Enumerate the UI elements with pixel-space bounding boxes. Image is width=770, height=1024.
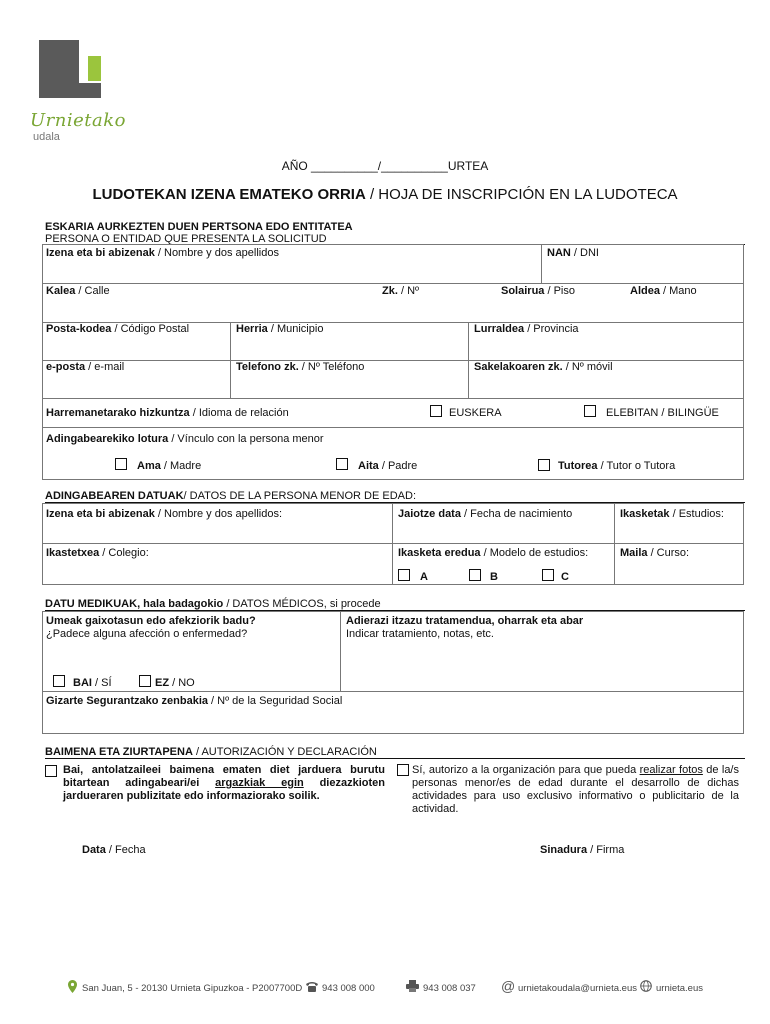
phone-label-es: / Nº Teléfono — [298, 361, 365, 373]
province-label-eu: Lurraldea — [474, 323, 525, 335]
consent-heading — [45, 746, 745, 759]
model-a-checkbox[interactable] — [398, 569, 410, 581]
province-label-es: / Provincia — [524, 323, 579, 335]
model-label-es: / Modelo de estudios: — [480, 547, 589, 559]
town-field[interactable] — [236, 323, 323, 335]
birth-label-eu: Jaiotze data — [398, 508, 461, 520]
applicant-heading-es: PERSONA O ENTIDAD QUE PRESENTA LA SOLICITUD — [45, 233, 327, 245]
school-field[interactable] — [46, 547, 149, 559]
street-field[interactable] — [46, 285, 110, 297]
studies-label-es: / Estudios: — [669, 508, 724, 520]
mother-checkbox[interactable] — [115, 458, 127, 470]
footer-address: San Juan, 5 - 20130 Urnieta Gipuzkoa - P2007700D — [82, 983, 303, 994]
study-model-label — [398, 547, 588, 559]
year-line: AÑO __________/__________URTEA — [281, 159, 489, 173]
footer-phone: 943 008 000 — [322, 983, 375, 994]
ss-label-es: / Nº de la Seguridad Social — [208, 695, 343, 707]
mother-label — [137, 460, 201, 472]
town-label-eu: Herria — [236, 323, 268, 335]
email-label-eu: e-posta — [46, 361, 86, 373]
applicant-name-field[interactable] — [46, 247, 279, 259]
applicant-heading — [45, 221, 353, 233]
studies-field[interactable] — [620, 508, 724, 520]
applicant-name-label-es: / Nombre y dos apellidos — [154, 247, 279, 259]
relationship-label-eu: Adingabearekiko lotura — [46, 433, 169, 445]
medical-heading-eu: DATU MEDIKUAK, hala badagokio — [45, 598, 224, 610]
email-field[interactable] — [46, 361, 124, 373]
school-label-eu: Ikastetxea — [46, 547, 100, 559]
phone-label-eu: Telefono zk. — [236, 361, 299, 373]
signature-label-eu: Sinadura — [540, 844, 588, 856]
postal-label-es: / Código Postal — [111, 323, 190, 335]
mobile-label-eu: Sakelakoaren zk. — [474, 361, 563, 373]
phone-field[interactable] — [236, 361, 364, 373]
tutor-label-eu: Tutorea — [558, 460, 598, 472]
mobile-field[interactable] — [474, 361, 613, 373]
father-label — [358, 460, 417, 472]
father-checkbox[interactable] — [336, 458, 348, 470]
date-field[interactable] — [82, 844, 146, 856]
birth-label-es: / Fecha de nacimiento — [460, 508, 573, 520]
dni-label-es: / DNI — [570, 247, 599, 259]
relationship-label-es: / Vínculo con la persona menor — [168, 433, 324, 445]
illness-no-checkbox[interactable] — [139, 675, 151, 687]
signature-field[interactable] — [540, 844, 624, 856]
mother-label-es: / Madre — [160, 460, 202, 472]
father-label-es: / Padre — [378, 460, 418, 472]
date-label-es: / Fecha — [105, 844, 146, 856]
side-field[interactable] — [630, 285, 697, 297]
no-label-eu: EZ — [155, 677, 170, 689]
studies-label-eu: Ikasketak — [620, 508, 670, 520]
footer-web[interactable]: urnieta.eus — [656, 983, 704, 994]
no-label-es: / NO — [169, 677, 195, 689]
medical-heading-es: / DATOS MÉDICOS, si procede — [223, 598, 381, 610]
father-label-eu: Aita — [358, 460, 379, 472]
illness-yes-checkbox[interactable] — [53, 675, 65, 687]
yes-label-eu: BAI — [73, 677, 92, 689]
consent-es-text-underlined: realizar fotos — [639, 764, 703, 776]
model-label-eu: Ikasketa eredua — [398, 547, 481, 559]
minor-heading — [45, 490, 745, 503]
bilingual-label: ELEBITAN / BILINGÜE — [606, 407, 719, 419]
logo-block-green — [88, 56, 101, 81]
consent-eu-text-1: Bai, antolatzaileei baimena ematen diet jarduera burutu bitartean adingabeari/ei — [63, 764, 385, 789]
consent-es-checkbox[interactable] — [397, 764, 409, 776]
title-es: / HOJA DE INSCRIPCIÓN EN LA LUDOTECA — [365, 186, 678, 203]
consent-eu-checkbox[interactable] — [45, 765, 57, 777]
course-field[interactable] — [620, 547, 689, 559]
tutor-checkbox[interactable] — [538, 459, 550, 471]
language-label — [46, 407, 289, 419]
illness-yes-label — [73, 677, 112, 689]
illness-question-eu: Umeak gaixotasun edo afekziorik badu? — [46, 615, 256, 627]
number-label-es: / Nº — [397, 285, 420, 297]
model-a-text: A — [420, 571, 428, 583]
province-field[interactable] — [474, 323, 579, 335]
logo-sub: udala — [33, 131, 60, 143]
model-a-label — [420, 571, 428, 583]
location-pin-icon — [68, 980, 77, 996]
applicant-name-label-eu: Izena eta bi abizenak — [46, 247, 155, 259]
street-label-eu: Kalea — [46, 285, 76, 297]
minor-heading-eu: ADINGABEAREN DATUAK — [45, 490, 184, 502]
logo-name: Urnietako — [30, 110, 126, 131]
page-title — [0, 186, 770, 203]
model-c-checkbox[interactable] — [542, 569, 554, 581]
illness-question — [46, 615, 256, 641]
minor-name-label-eu: Izena eta bi abizenak — [46, 508, 155, 520]
date-label-eu: Data — [82, 844, 106, 856]
medical-heading — [45, 598, 745, 611]
bilingual-checkbox[interactable] — [584, 405, 596, 417]
mobile-label-es: / Nº móvil — [562, 361, 613, 373]
model-b-text: B — [490, 571, 498, 583]
globe-icon — [640, 980, 652, 995]
model-c-label — [561, 571, 569, 583]
illness-no-label — [155, 677, 195, 689]
consent-eu-text-underlined: argazkiak egin — [215, 777, 304, 789]
consent-eu-text — [63, 764, 385, 803]
postal-label-eu: Posta-kodea — [46, 323, 112, 335]
consent-heading-eu: BAIMENA ETA ZIURTAPENA — [45, 746, 193, 758]
dni-label-eu: NAN — [547, 247, 571, 259]
town-label-es: / Municipio — [267, 323, 324, 335]
treatment-field[interactable] — [346, 615, 583, 641]
consent-es-text — [412, 764, 739, 816]
street-label-es: / Calle — [75, 285, 110, 297]
minor-name-label-es: / Nombre y dos apellidos: — [154, 508, 282, 520]
social-security-field[interactable] — [46, 695, 342, 707]
euskera-label: EUSKERA — [449, 407, 502, 419]
euskera-checkbox[interactable] — [430, 405, 442, 417]
treatment-label-es: Indicar tratamiento, notas, etc. — [346, 628, 494, 640]
tutor-label-es: / Tutor o Tutora — [597, 460, 676, 472]
minor-name-field[interactable] — [46, 508, 282, 520]
course-label-eu: Maila — [620, 547, 648, 559]
consent-heading-es: / AUTORIZACIÓN Y DECLARACIÓN — [192, 746, 377, 758]
postal-code-field[interactable] — [46, 323, 189, 335]
number-field[interactable] — [382, 285, 419, 297]
school-label-es: / Colegio: — [99, 547, 149, 559]
floor-label-eu: Solairua — [501, 285, 545, 297]
model-c-text: C — [561, 571, 569, 583]
fax-icon — [406, 980, 419, 995]
side-label-es: / Mano — [659, 285, 697, 297]
floor-field[interactable] — [501, 285, 575, 297]
signature-label-es: / Firma — [587, 844, 625, 856]
birth-date-field[interactable] — [398, 508, 572, 520]
model-b-label — [490, 571, 498, 583]
email-label-es: / e-mail — [85, 361, 125, 373]
illness-question-es: ¿Padece alguna afección o enfermedad? — [46, 628, 248, 640]
side-label-eu: Aldea — [630, 285, 660, 297]
phone-icon — [305, 980, 319, 995]
ss-label-eu: Gizarte Segurantzako zenbakia — [46, 695, 208, 707]
course-label-es: / Curso: — [647, 547, 690, 559]
consent-eu-text-2: diezazkioten jardueraren publizitate edo informaziorako soilik. — [63, 777, 385, 802]
model-b-checkbox[interactable] — [469, 569, 481, 581]
at-sign-icon: @ — [501, 978, 516, 994]
minor-heading-es: / DATOS DE LA PERSONA MENOR DE EDAD: — [183, 490, 416, 502]
logo-block-dark-base — [39, 83, 101, 98]
applicant-dni-field[interactable] — [547, 247, 599, 259]
title-eu: LUDOTEKAN IZENA EMATEKO ORRIA — [92, 186, 366, 203]
footer-email[interactable]: urnietakoudala@urnieta.eus — [518, 983, 637, 994]
tutor-label — [558, 460, 675, 472]
applicant-heading-eu: ESKARIA AURKEZTEN DUEN PERTSONA EDO ENTITATEA — [45, 221, 353, 233]
floor-label-es: / Piso — [544, 285, 575, 297]
consent-es-text-2: de la/s personas menor/es de edad durante el desarrollo de dichas actividades para uso exclusivo informativo o publicitario de la actividad. — [412, 764, 739, 815]
language-label-eu: Harremanetarako hizkuntza — [46, 407, 190, 419]
yes-label-es: / SÍ — [91, 677, 112, 689]
footer-fax: 943 008 037 — [423, 983, 476, 994]
relationship-label — [46, 433, 324, 445]
mother-label-eu: Ama — [137, 460, 161, 472]
number-label-eu: Zk. — [382, 285, 398, 297]
treatment-label-eu: Adierazi itzazu tratamendua, oharrak eta abar — [346, 615, 584, 627]
consent-es-text-1: Sí, autorizo a la organización para que pueda — [412, 764, 640, 776]
language-label-es: / Idioma de relación — [189, 407, 289, 419]
